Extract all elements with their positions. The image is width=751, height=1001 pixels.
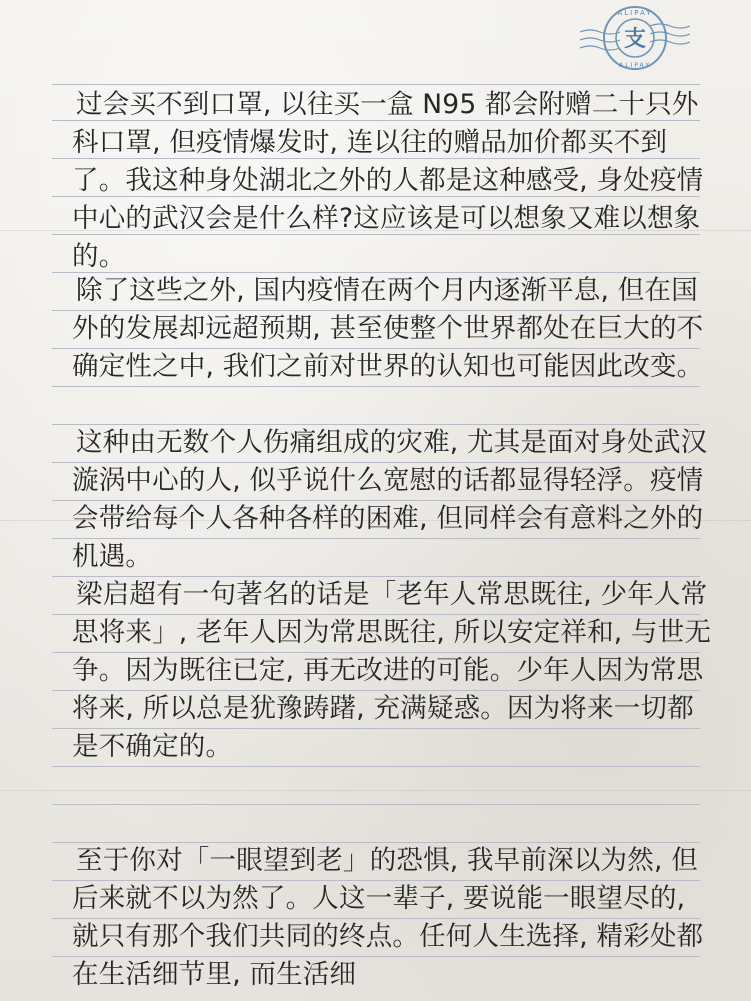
alipay-postmark-icon bbox=[580, 2, 690, 74]
stamp-bottom-text: ALIPAY bbox=[619, 62, 651, 69]
paper-crease bbox=[0, 790, 751, 791]
stamp-center-glyph: 支 bbox=[623, 27, 647, 52]
ruled-line bbox=[52, 804, 700, 805]
paragraph-5: 至于你对「一眼望到老」的恐惧, 我早前深以为然, 但后来就不以为然了。人这一辈子, 要说能一眼望尽的, 就只有那个我们共同的终点。任何人生选择, 精彩处都在生活细节里, 而生活细 bbox=[72, 845, 704, 990]
paragraph-4: 梁启超有一句著名的话是「老年人常思既往, 少年人常思将来」, 老年人因为常思既往, 所以安定祥和, 与世无争。因为既往已定, 再无改进的可能。少年人因为常思将来, 所以总是犹豫踌躇, 充满疑惑。因为将来一切都是不确定的。 bbox=[72, 579, 712, 762]
paragraph-3: 这种由无数个人伤痛组成的灾难, 尤其是面对身处武汉漩涡中心的人, 似乎说什么宽慰的话都显得轻浮。疫情会带给每个人各种各样的困难, 但同样会有意料之外的机遇。 bbox=[72, 427, 708, 572]
ruled-line bbox=[52, 766, 700, 767]
paragraph-2: 除了这些之外, 国内疫情在两个月内逐渐平息, 但在国外的发展却远超预期, 甚至使整个世界都处在巨大的不确定性之中, 我们之前对世界的认知也可能因此改变。 bbox=[72, 275, 704, 382]
ruled-line bbox=[52, 386, 700, 387]
paragraph-1: 过会买不到口罩, 以往买一盒 N95 都会附赠二十只外科口罩, 但疫情爆发时, 连以往的赠品加价都买不到了。我这种身处湖北之外的人都是这种感受, 身处疫情中心的武汉会是什么样?这应该是可以想象又难以想象的。 bbox=[72, 89, 704, 272]
ruled-line bbox=[52, 84, 700, 85]
stamp-top-text: ALIPAY bbox=[617, 9, 653, 17]
